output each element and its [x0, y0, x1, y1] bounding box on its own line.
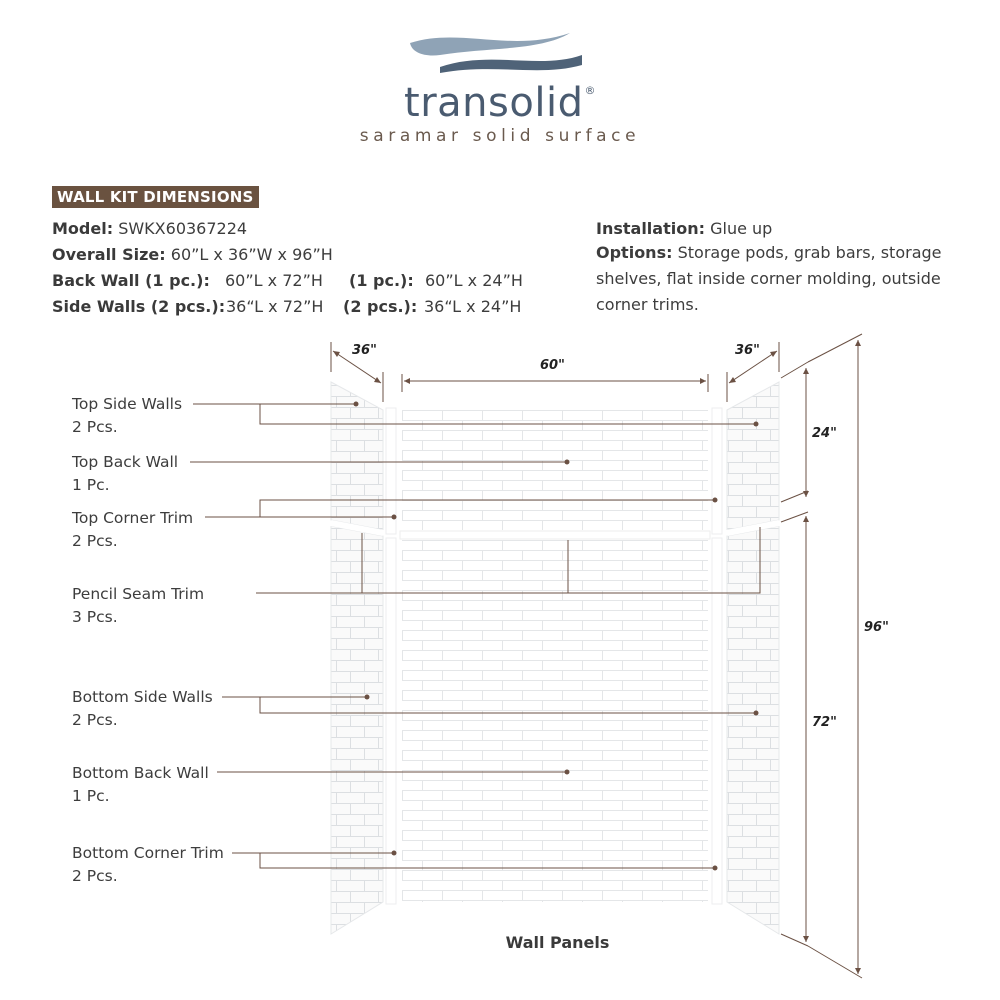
options-row: Options: Storage pods, grab bars, storage shelves, flat inside corner molding, outside corner trims. [596, 243, 942, 314]
dim-right-width: 36" [735, 343, 760, 358]
back-wall-top-value: 60”L x 24”H [425, 271, 523, 290]
brand-name: transolid® [404, 80, 596, 126]
dim-bottom-height: 72" [812, 715, 837, 730]
label-bottom-side-walls: Bottom Side Walls 2 Pcs. [72, 688, 213, 729]
diagram-caption: Wall Panels [505, 933, 610, 952]
label-bottom-back-wall: Bottom Back Wall 1 Pc. [72, 764, 209, 805]
bottom-back-wall-panel [402, 540, 708, 902]
side-walls-top-value: 36“L x 24”H [424, 297, 522, 316]
back-pencil-seam-trim [400, 531, 710, 539]
side-walls-row: Side Walls (2 pcs.): [52, 297, 226, 316]
top-right-corner-trim [712, 408, 722, 534]
back-wall-value: 60”L x 72”H [225, 271, 323, 290]
label-pencil-seam-trim: Pencil Seam Trim 3 Pcs. [72, 585, 205, 626]
back-wall-top-label: (1 pc.): [349, 271, 414, 290]
label-top-back-wall: Top Back Wall 1 Pc. [72, 453, 179, 494]
bottom-left-side-wall [331, 526, 383, 934]
label-top-side-walls: Top Side Walls 2 Pcs. [72, 395, 183, 436]
dim-top-height: 24" [812, 426, 837, 441]
back-wall-row: Back Wall (1 pc.): [52, 271, 210, 290]
brand-tagline: saramar solid surface [359, 126, 641, 146]
top-back-wall-panel [402, 410, 708, 530]
label-bottom-corner-trim: Bottom Corner Trim 2 Pcs. [72, 844, 224, 885]
dim-left-width: 36" [352, 343, 377, 358]
model-row: Model: SWKX60367224 [52, 219, 248, 238]
side-walls-top-label: (2 pcs.): [343, 297, 418, 316]
overall-size-row: Overall Size: 60”L x 36”W x 96”H [52, 245, 333, 264]
label-top-corner-trim: Top Corner Trim 2 Pcs. [72, 509, 194, 550]
bottom-right-side-wall [727, 526, 779, 934]
top-right-side-wall [727, 382, 779, 530]
section-title: WALL KIT DIMENSIONS [52, 186, 259, 208]
installation-row: Installation: Glue up [596, 219, 773, 238]
dim-back-width: 60" [540, 358, 565, 373]
dim-total-height: 96" [864, 620, 889, 635]
side-walls-value: 36“L x 72”H [226, 297, 324, 316]
